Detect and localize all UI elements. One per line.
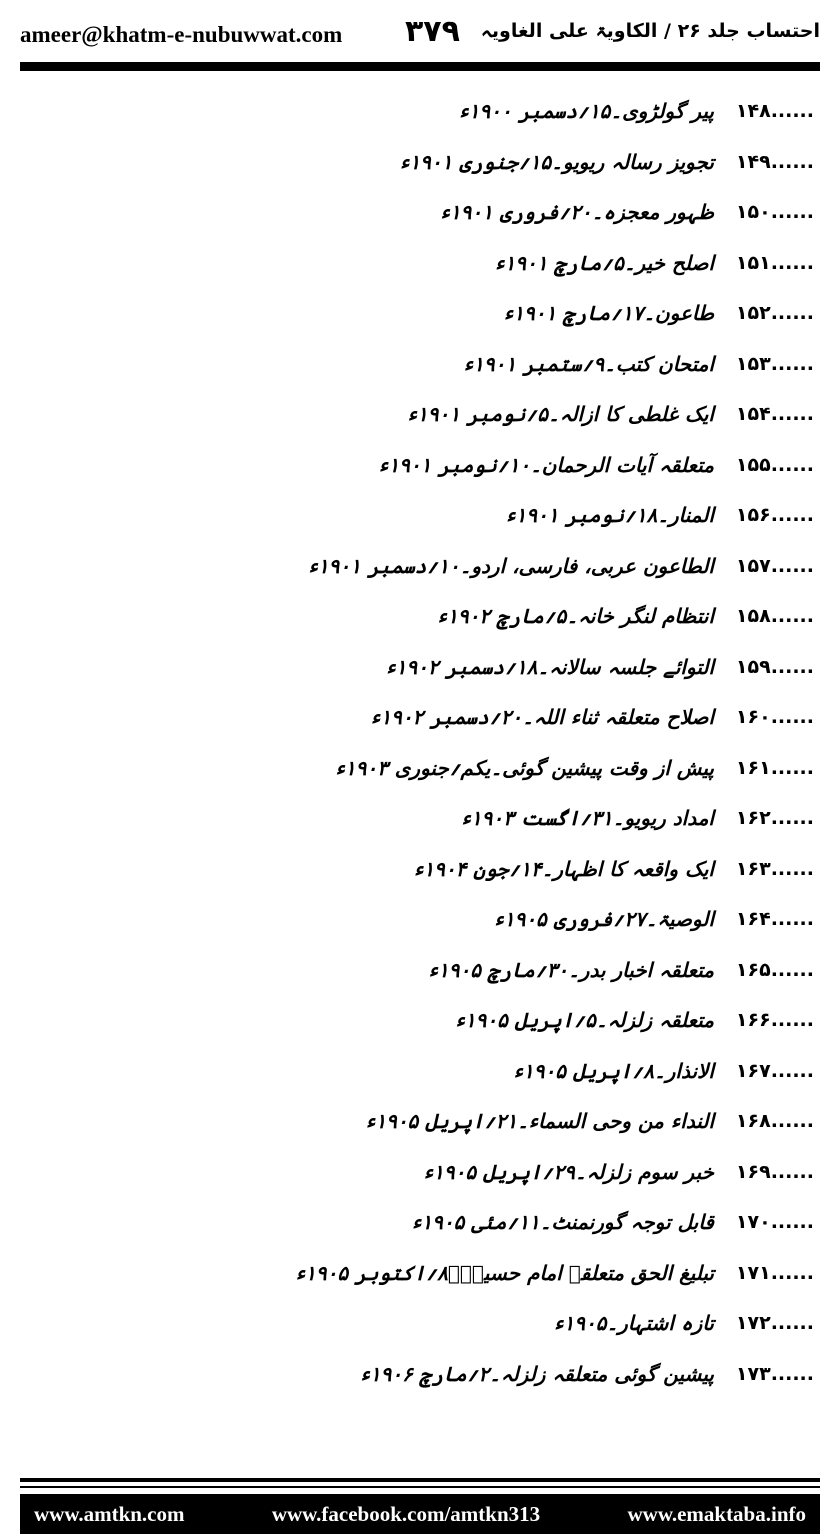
entry-number: ......۱۵۷ — [735, 554, 814, 577]
entry-title: طاعون۔۱۷؍مارچ ۱۹۰۱ء — [503, 301, 714, 326]
entry-title: متعلقہ آیات الرحمان۔۱۰؍نومبر ۱۹۰۱ء — [378, 452, 714, 477]
entry-title: پیر گولڑوی۔۱۵؍دسمبر ۱۹۰۰ء — [459, 99, 714, 124]
list-item — [20, 440, 820, 491]
entry-title: ایک واقعہ کا اظہار۔۱۴؍جون ۱۹۰۴ء — [413, 856, 714, 881]
list-item — [20, 1147, 820, 1198]
list-item — [20, 389, 820, 440]
footer-rule-thin — [20, 1486, 820, 1488]
list-item — [20, 894, 820, 945]
entry-number: ......۱۶۱ — [735, 756, 814, 779]
list-item — [20, 844, 820, 895]
entry-title: ایک غلطی کا ازالہ۔۵؍نومبر ۱۹۰۱ء — [407, 402, 714, 427]
entry-title: امتحان کتب۔۹؍ستمبر ۱۹۰۱ء — [463, 351, 714, 376]
entry-number: ......۱۵۱ — [735, 251, 814, 274]
entry-number: ......۱۶۵ — [735, 958, 814, 981]
entry-title: اصلح خیر۔۵؍مارچ ۱۹۰۱ء — [495, 250, 714, 275]
entry-number: ......۱۶۴ — [735, 908, 814, 931]
entry-number: ......۱۵۹ — [735, 655, 814, 678]
list-item — [20, 1248, 820, 1299]
entry-title: تازہ اشتہار۔۱۹۰۵ء — [554, 1311, 714, 1336]
entry-title: الوصیۃ۔۲۷؍فروری ۱۹۰۵ء — [494, 907, 714, 932]
entry-number: ......۱۶۹ — [735, 1160, 814, 1183]
entry-number: ......۱۵۰ — [735, 201, 814, 224]
list-item — [20, 945, 820, 996]
entry-number: ......۱۵۴ — [735, 403, 814, 426]
entry-number: ......۱۶۸ — [735, 1110, 814, 1133]
entry-title: قابل توجہ گورنمنٹ۔۱۱؍مئی ۱۹۰۵ء — [411, 1210, 714, 1235]
entry-title: متعلقہ زلزلہ۔۵؍اپریل ۱۹۰۵ء — [455, 1008, 714, 1033]
entry-number: ......۱۶۰ — [735, 706, 814, 729]
entry-title: پیش از وقت پیشین گوئی۔یکم؍جنوری ۱۹۰۳ء — [335, 755, 714, 780]
list-item — [20, 642, 820, 693]
entry-number: ......۱۵۲ — [735, 302, 814, 325]
entry-number: ......۱۴۹ — [735, 150, 814, 173]
entry-number: ......۱۴۸ — [735, 100, 814, 123]
entry-number: ......۱۵۳ — [735, 352, 814, 375]
entry-number: ......۱۵۶ — [735, 504, 814, 527]
entry-title: خبر سوم زلزلہ۔۲۹؍اپریل ۱۹۰۵ء — [423, 1159, 714, 1184]
entry-number: ......۱۶۶ — [735, 1009, 814, 1032]
entry-title: النداء من وحی السماء۔۲۱؍اپریل ۱۹۰۵ء — [365, 1109, 714, 1134]
entry-number: ......۱۶۷ — [735, 1059, 814, 1082]
page-number: ۳۷۹ — [405, 14, 460, 49]
entry-number: ......۱۷۲ — [735, 1312, 814, 1335]
running-title: احتساب جلد ۲۶ / الکاویۃ علی الغاویہ — [480, 20, 820, 42]
list-item — [20, 995, 820, 1046]
entry-title: انتظام لنگر خانہ۔۵؍مارچ ۱۹۰۲ء — [437, 604, 714, 629]
footer-link-emaktaba[interactable]: www.emaktaba.info — [627, 1501, 806, 1526]
list-item — [20, 1298, 820, 1349]
entry-title: امداد ریویو۔۳۱؍اگست ۱۹۰۳ء — [461, 806, 714, 831]
entry-title: المنار۔۱۸؍نومبر ۱۹۰۱ء — [506, 503, 714, 528]
entry-title: ظہور معجزہ۔۲۰؍فروری ۱۹۰۱ء — [440, 200, 714, 225]
list-item — [20, 187, 820, 238]
entry-number: ......۱۷۱ — [735, 1261, 814, 1284]
entry-number: ......۱۶۲ — [735, 807, 814, 830]
entry-title: تجویز رسالہ ریویو۔۱۵؍جنوری ۱۹۰۱ء — [400, 149, 714, 174]
list-item — [20, 137, 820, 188]
list-item — [20, 490, 820, 541]
list-item — [20, 288, 820, 339]
entry-number: ......۱۷۳ — [735, 1362, 814, 1385]
entry-title: اصلاح متعلقہ ثناء اللہ۔۲۰؍دسمبر ۱۹۰۲ء — [370, 705, 714, 730]
list-item — [20, 1046, 820, 1097]
entry-title: التوائے جلسہ سالانہ۔۱۸؍دسمبر ۱۹۰۲ء — [386, 654, 714, 679]
page-header — [20, 14, 820, 52]
footer-link-amtkn[interactable]: www.amtkn.com — [34, 1501, 185, 1526]
entry-number: ......۱۵۵ — [735, 453, 814, 476]
list-item — [20, 1349, 820, 1400]
list-item — [20, 238, 820, 289]
entry-number: ......۱۷۰ — [735, 1211, 814, 1234]
list-item — [20, 1096, 820, 1147]
list-item — [20, 1197, 820, 1248]
entry-title: الانذار۔۸؍اپریل ۱۹۰۵ء — [513, 1058, 714, 1083]
entry-title: تبلیغ الحق متعلقہ امام حسینؓ۔۸؍اکتوبر ۱۹۰۵ء — [295, 1260, 714, 1285]
entry-number: ......۱۶۳ — [735, 857, 814, 880]
entry-title: متعلقہ اخبار بدر۔۳۰؍مارچ ۱۹۰۵ء — [428, 957, 714, 982]
list-item — [20, 339, 820, 390]
list-item — [20, 692, 820, 743]
list-item — [20, 86, 820, 137]
entry-title: پیشین گوئی متعلقہ زلزلہ۔۲؍مارچ ۱۹۰۶ء — [360, 1361, 714, 1386]
list-item — [20, 793, 820, 844]
entry-number: ......۱۵۸ — [735, 605, 814, 628]
list-item — [20, 591, 820, 642]
contents-list — [20, 86, 820, 1399]
list-item — [20, 541, 820, 592]
footer-rule-thick — [20, 1478, 820, 1482]
list-item — [20, 743, 820, 794]
footer-link-facebook[interactable]: www.facebook.com/amtkn313 — [271, 1501, 541, 1526]
header-email[interactable]: ameer@khatm-e-nubuwwat.com — [20, 22, 343, 47]
header-rule — [20, 62, 820, 71]
footer-bar — [20, 1494, 820, 1534]
entry-title: الطاعون عربی، فارسی، اردو۔۱۰؍دسمبر ۱۹۰۱ء — [308, 553, 714, 578]
